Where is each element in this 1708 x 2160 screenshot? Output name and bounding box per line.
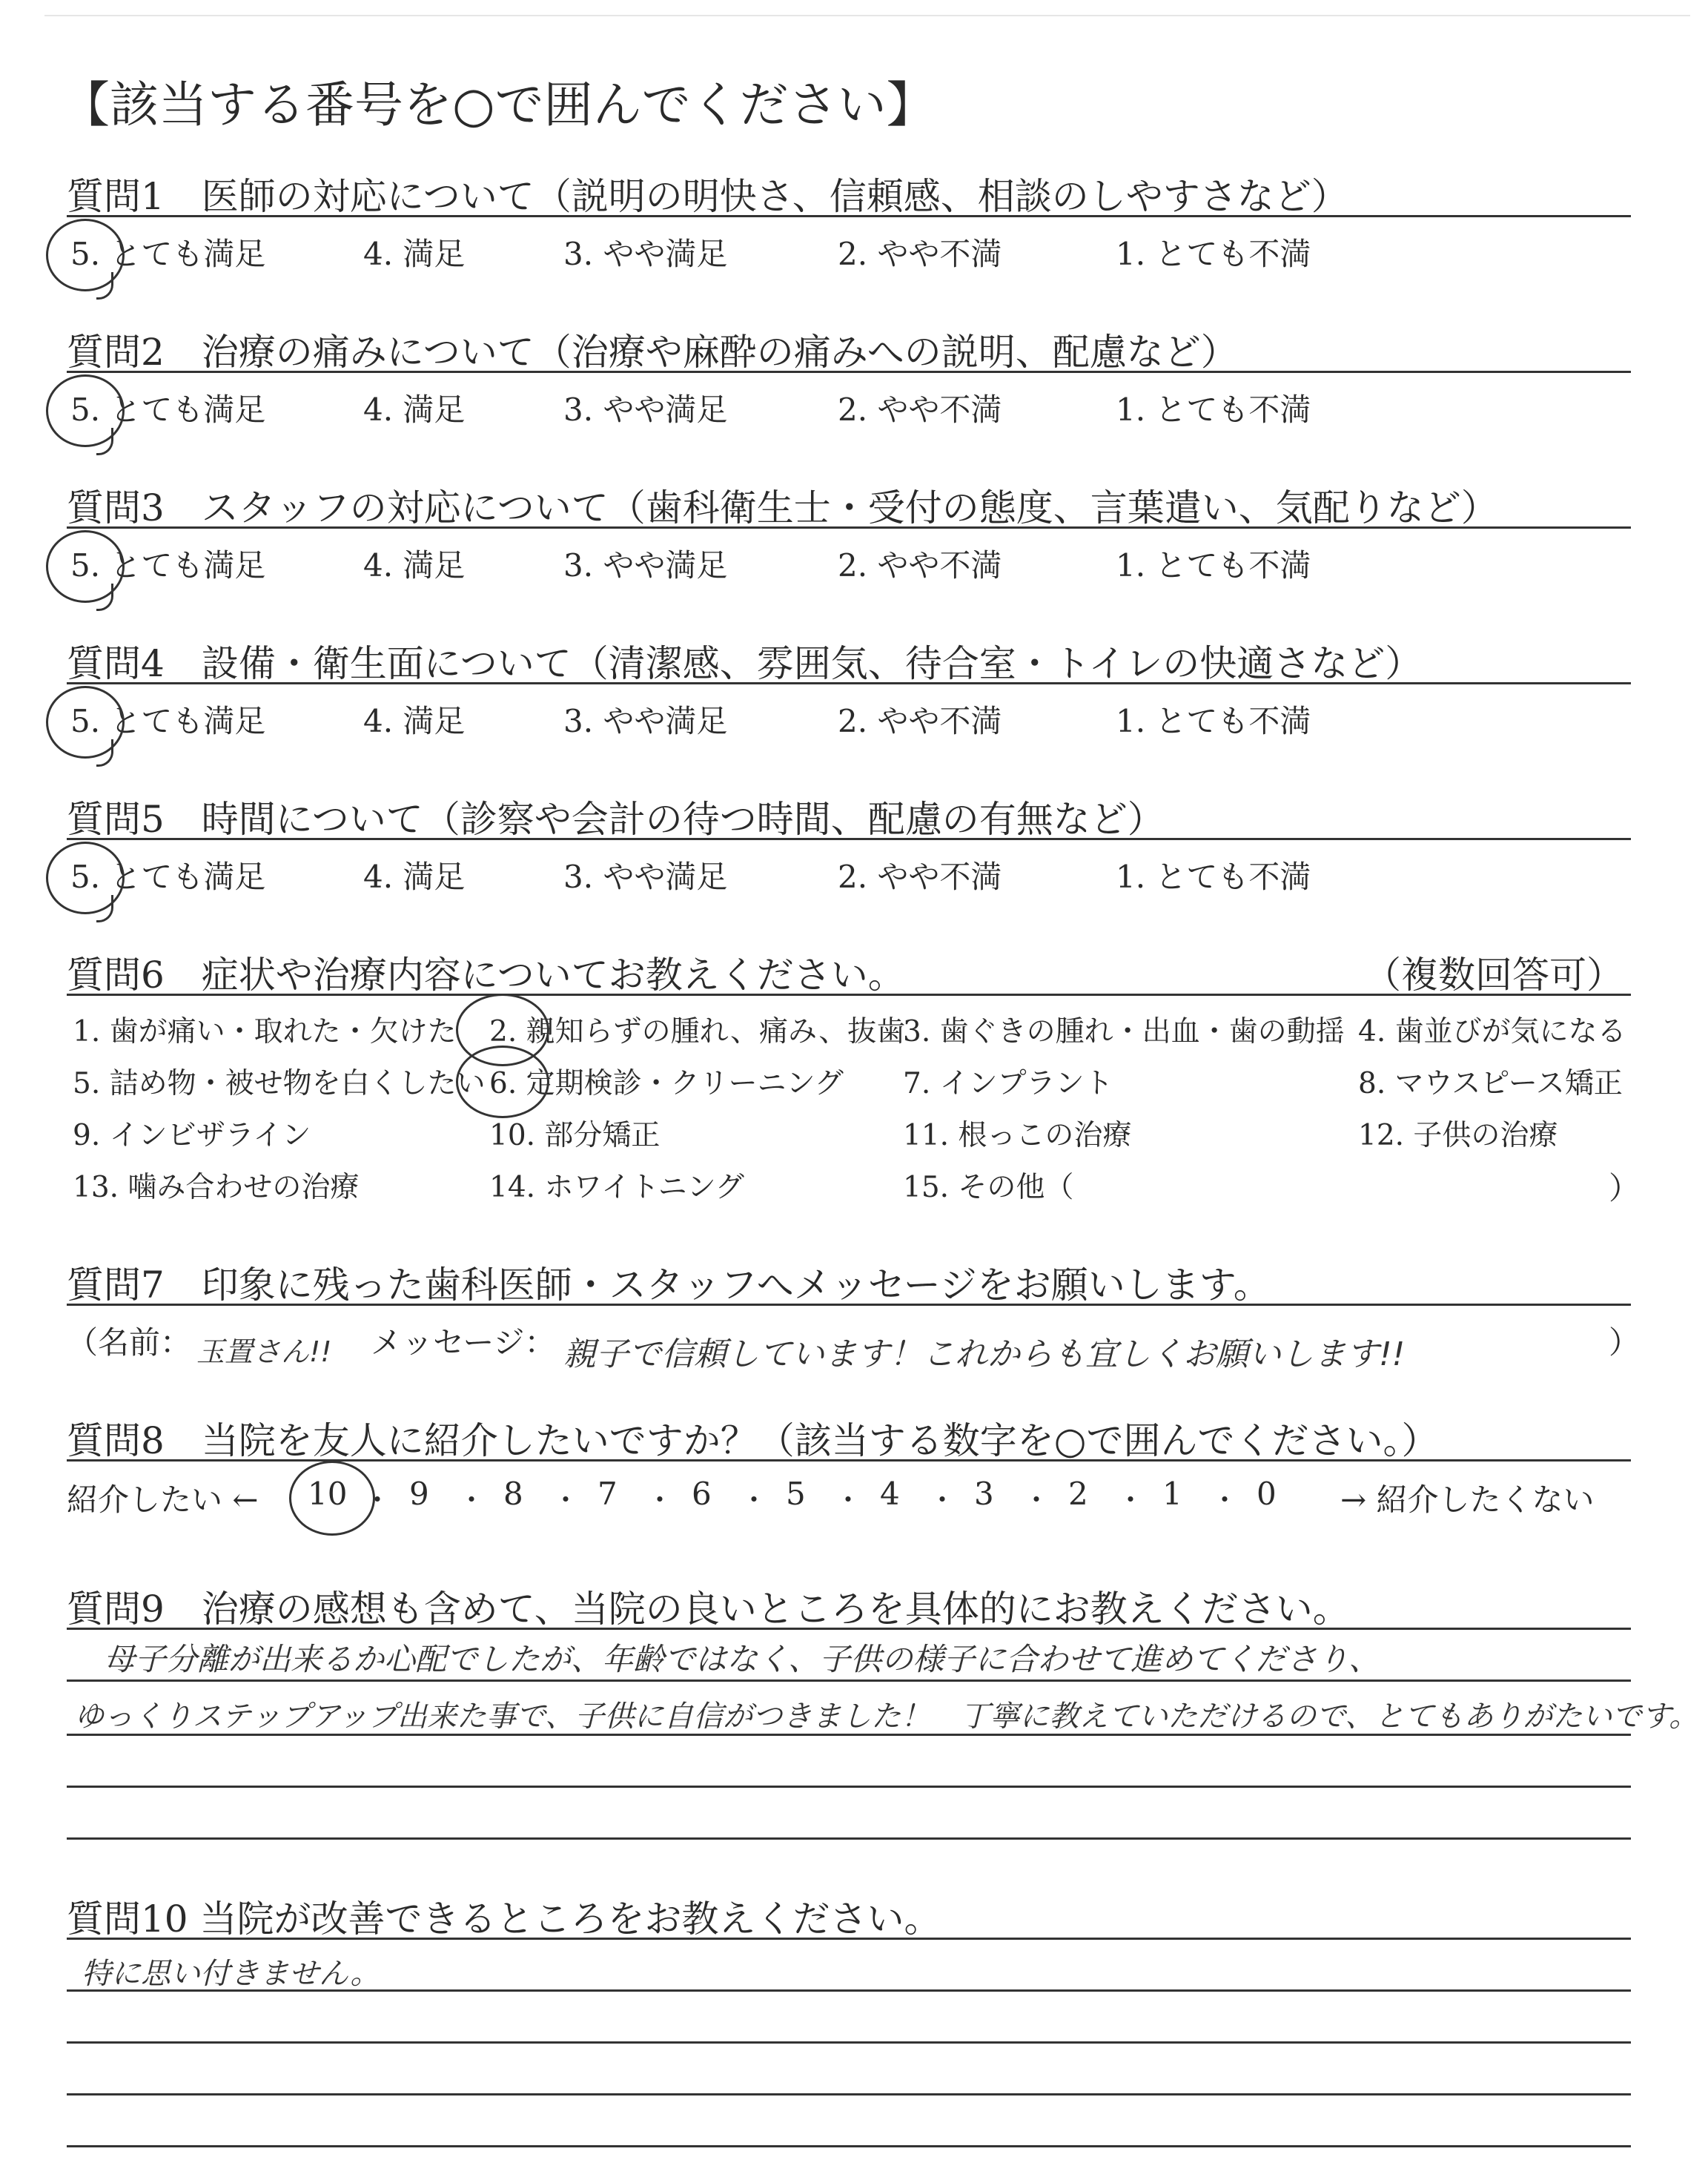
q2-option-1: 1. とても不満 [1116,392,1311,428]
q7-title: 質問7 印象に残った歯科医師・スタッフへメッセージをお願いします。 [67,1264,1271,1307]
q1-title: 質問1 医師の対応について（説明の明快さ、信頼感、相談のしやすさなど） [67,175,1348,218]
q8-selection-mark [289,1461,375,1536]
q2-option-4: 4. 満足 [363,392,466,428]
q9-rule [67,1628,1631,1630]
q6-title: 質問6 症状や治療内容についてお教えください。 [67,954,905,997]
q6-option-2: 2. 親知らずの腫れ、痛み、抜歯 [489,1015,906,1048]
q7-rule [67,1304,1631,1306]
q2-title: 質問2 治療の痛みについて（治療や麻酔の痛みへの説明、配慮など） [67,331,1238,374]
q10-writing-line [67,2145,1631,2147]
q8-scale-0: 0 [1257,1476,1277,1512]
q8-scale-separator: ・ [1022,1484,1051,1516]
q8-title: 質問8 当院を友人に紹介したいですか？（該当する数字を○で囲んでください。） [67,1419,1439,1462]
q8-scale-7: 7 [598,1476,618,1512]
form-header: 【該当する番号を○で囲んでください】 [61,76,936,133]
q7-message-label: メッセージ： [371,1324,556,1361]
q6-note: （複数回答可） [1364,954,1623,997]
q8-right-label: → 紹介したくない [1340,1482,1595,1518]
q7-name-value: 玉置さん!! [196,1335,332,1368]
q8-scale-separator: ・ [646,1484,675,1516]
q8-scale-separator: ・ [363,1484,392,1516]
q5-option-3: 3. やや満足 [563,859,728,895]
q6-option-11: 11. 根っこの治療 [903,1119,1132,1152]
q5-option-1: 1. とても不満 [1116,859,1311,895]
q6-option-7: 7. インプラント [903,1067,1113,1100]
q5-title: 質問5 時間について（診察や会計の待つ時間、配慮の有無など） [67,798,1165,841]
q1-option-3: 3. やや満足 [563,236,728,272]
q6-option-3: 3. 歯ぐきの腫れ・出血・歯の動揺 [903,1015,1345,1048]
q10-rule [67,1938,1631,1940]
q8-scale-1: 1 [1162,1476,1182,1512]
q4-option-1: 1. とても不満 [1116,703,1311,739]
q10-writing-line [67,1989,1631,1992]
q8-scale-separator: ・ [457,1484,486,1516]
q6-option-14: 14. ホワイトニング [489,1171,744,1204]
q8-scale-separator: ・ [552,1484,580,1516]
q4-option-3: 3. やや満足 [563,703,728,739]
q3-selection-mark-tail [96,584,113,611]
q3-option-3: 3. やや満足 [563,547,728,584]
q9-writing-line [67,1680,1631,1682]
q8-scale-separator: ・ [1116,1484,1145,1516]
q10-writing-line [67,2041,1631,2044]
q6-rule [67,994,1631,996]
q3-option-2: 2. やや不満 [838,547,1002,584]
q5-option-2: 2. やや不満 [838,859,1002,895]
q7-message-value: 親子で信頼しています！これからも宜しくお願いします!! [563,1335,1406,1373]
q10-answer: 特に思い付きません。 [82,1957,380,1991]
q8-scale-4: 4 [880,1476,900,1512]
q6-option-4: 4. 歯並びが気になる [1358,1015,1626,1048]
q5-selection-mark-tail [96,895,113,922]
q1-option-5: 5. とても満足 [70,236,266,272]
q2-rule [67,371,1631,373]
q8-scale-10: 10 [308,1476,348,1512]
q6-option-10: 10. 部分矯正 [489,1119,661,1152]
q6-option-5: 5. 詰め物・被せ物を白くしたい [73,1067,486,1100]
q2-option-3: 3. やや満足 [563,392,728,428]
q2-option-5: 5. とても満足 [70,392,266,428]
q6-option-12: 12. 子供の治療 [1358,1119,1558,1152]
top-rule [44,15,1690,16]
q9-writing-line [67,1786,1631,1788]
q7-name-label: （名前： [67,1324,192,1361]
q4-selection-mark-tail [96,739,113,767]
q8-scale-separator: ・ [1211,1484,1239,1516]
q4-title: 質問4 設備・衛生面について（清潔感、雰囲気、待合室・トイレの快適さなど） [67,642,1423,685]
q9-writing-line [67,1837,1631,1840]
q2-option-2: 2. やや不満 [838,392,1002,428]
q8-scale-9: 9 [409,1476,429,1512]
q9-writing-line [67,1734,1631,1736]
q8-scale-8: 8 [503,1476,523,1512]
q5-rule [67,838,1631,840]
q9-answer-line-2: ゆっくりステップアップ出来た事で、子供に自信がつきました！ 丁寧に教えていただけるので、とてもありがたいです。 [74,1700,1699,1734]
q7-close-paren: ） [1609,1324,1641,1361]
q6-other-close-paren: ） [1609,1170,1641,1206]
q8-rule [67,1459,1631,1462]
q5-option-4: 4. 満足 [363,859,466,895]
q1-option-1: 1. とても不満 [1116,236,1311,272]
q8-scale-5: 5 [786,1476,806,1512]
q1-option-2: 2. やや不満 [838,236,1002,272]
q8-left-label: 紹介したい ← [67,1482,259,1518]
q6-option-8: 8. マウスピース矯正 [1358,1067,1623,1100]
q3-option-1: 1. とても不満 [1116,547,1311,584]
q10-writing-line [67,2093,1631,2095]
q8-scale-2: 2 [1068,1476,1088,1512]
q2-selection-mark-tail [96,428,113,455]
q5-option-5: 5. とても満足 [70,859,266,895]
q8-scale-6: 6 [692,1476,712,1512]
q6-option-15: 15. その他（ [903,1171,1074,1204]
q6-option-6: 6. 定期検診・クリーニング [489,1067,844,1100]
q8-scale-separator: ・ [928,1484,957,1516]
q4-option-5: 5. とても満足 [70,703,266,739]
q4-option-2: 2. やや不満 [838,703,1002,739]
q4-option-4: 4. 満足 [363,703,466,739]
q6-option-9: 9. インビザライン [73,1119,311,1152]
q3-option-5: 5. とても満足 [70,547,266,584]
q9-title: 質問9 治療の感想も含めて、当院の良いところを具体的にお教えください。 [67,1588,1350,1631]
q8-scale-separator: ・ [740,1484,769,1516]
q4-rule [67,682,1631,684]
q6-selection-mark-6 [456,1046,549,1118]
q3-rule [67,526,1631,529]
q6-option-1: 1. 歯が痛い・取れた・欠けた [73,1015,457,1048]
q8-scale-3: 3 [974,1476,994,1512]
q1-rule [67,215,1631,217]
q3-option-4: 4. 満足 [363,547,466,584]
q3-title: 質問3 スタッフの対応について（歯科衛生士・受付の態度、言葉遣い、気配りなど） [67,486,1498,529]
q8-scale-separator: ・ [834,1484,863,1516]
q9-answer-line-1: 母子分離が出来るか心配でしたが、年齢ではなく、子供の様子に合わせて進めてくださり、 [104,1641,1380,1677]
q6-option-13: 13. 噛み合わせの治療 [73,1171,360,1204]
q10-title: 質問10 当院が改善できるところをお教えください。 [67,1898,941,1941]
q1-option-4: 4. 満足 [363,236,466,272]
q1-selection-mark-tail [96,272,113,300]
